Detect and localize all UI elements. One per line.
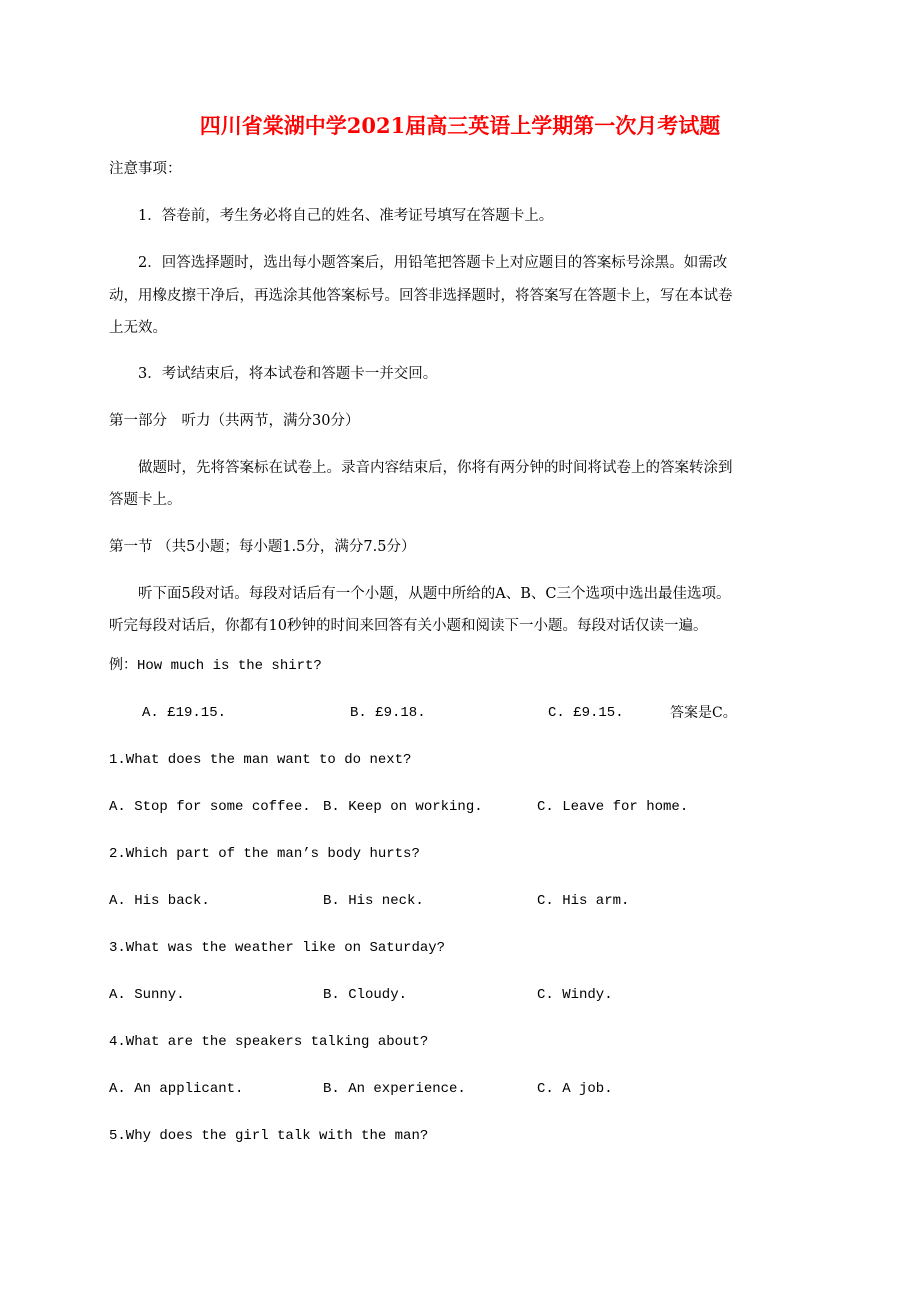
part1-instruction-cont: 答题卡上。 — [109, 492, 182, 508]
question-4-option-a: A. An applicant. — [109, 1081, 244, 1097]
question-4-option-b: B. An experience. — [323, 1081, 466, 1097]
question-1: 1.What does the man want to do next? — [109, 752, 412, 768]
question-1-option-b: B. Keep on working. — [323, 799, 483, 815]
example-answer: 答案是C。 — [670, 705, 737, 721]
question-1-option-c: C. Leave for home. — [537, 799, 689, 815]
notice-heading: 注意事项： — [109, 161, 182, 177]
question-5: 5.Why does the girl talk with the man? — [109, 1128, 429, 1144]
question-3-option-c: C. Windy. — [537, 987, 613, 1003]
question-2-option-b: B. His neck. — [323, 893, 424, 909]
part1-heading: 第一部分 听力（共两节，满分30分） — [109, 413, 360, 429]
example-option-c: C. £9.15. — [548, 705, 624, 721]
question-2-option-a: A. His back. — [109, 893, 210, 909]
example-question: 例：How much is the shirt? — [109, 658, 322, 674]
example-option-b: B. £9.18. — [350, 705, 426, 721]
notice-item-3: 3．考试结束后，将本试卷和答题卡一并交回。 — [138, 366, 438, 382]
section1-heading: 第一节 （共5小题；每小题1.5分，满分7.5分） — [109, 539, 416, 555]
question-3-option-b: B. Cloudy. — [323, 987, 408, 1003]
question-2-option-c: C. His arm. — [537, 893, 630, 909]
section1-instruction-cont: 听完每段对话后，你都有10秒钟的时间来回答有关小题和阅读下一小题。每段对话仅读一遍。 — [109, 618, 708, 634]
part1-instruction: 做题时，先将答案标在试卷上。录音内容结束后，你将有两分钟的时间将试卷上的答案转涂到 — [138, 460, 733, 476]
question-3: 3.What was the weather like on Saturday? — [109, 940, 446, 956]
notice-item-1: 1．答卷前，考生务必将自己的姓名、准考证号填写在答题卡上。 — [138, 208, 554, 224]
question-2: 2.Which part of the man’s body hurts? — [109, 846, 420, 862]
example-option-a: A. £19.15. — [142, 705, 227, 721]
notice-item-2: 2．回答选择题时，选出每小题答案后，用铅笔把答题卡上对应题目的答案标号涂黑。如需改 — [138, 255, 728, 271]
question-3-option-a: A. Sunny. — [109, 987, 185, 1003]
section1-instruction: 听下面5段对话。每段对话后有一个小题，从题中所给的A、B、C三个选项中选出最佳选项。 — [138, 586, 731, 602]
question-1-option-a: A. Stop for some coffee. — [109, 799, 311, 815]
question-4: 4.What are the speakers talking about? — [109, 1034, 429, 1050]
notice-item-2-cont: 动，用橡皮擦干净后，再选涂其他答案标号。回答非选择题时，将答案写在答题卡上，写在本试卷 — [109, 288, 733, 304]
question-4-option-c: C. A job. — [537, 1081, 613, 1097]
notice-item-2-end: 上无效。 — [109, 320, 167, 336]
page-title: 四川省棠湖中学2021届高三英语上学期第一次月考试题 — [199, 113, 721, 138]
